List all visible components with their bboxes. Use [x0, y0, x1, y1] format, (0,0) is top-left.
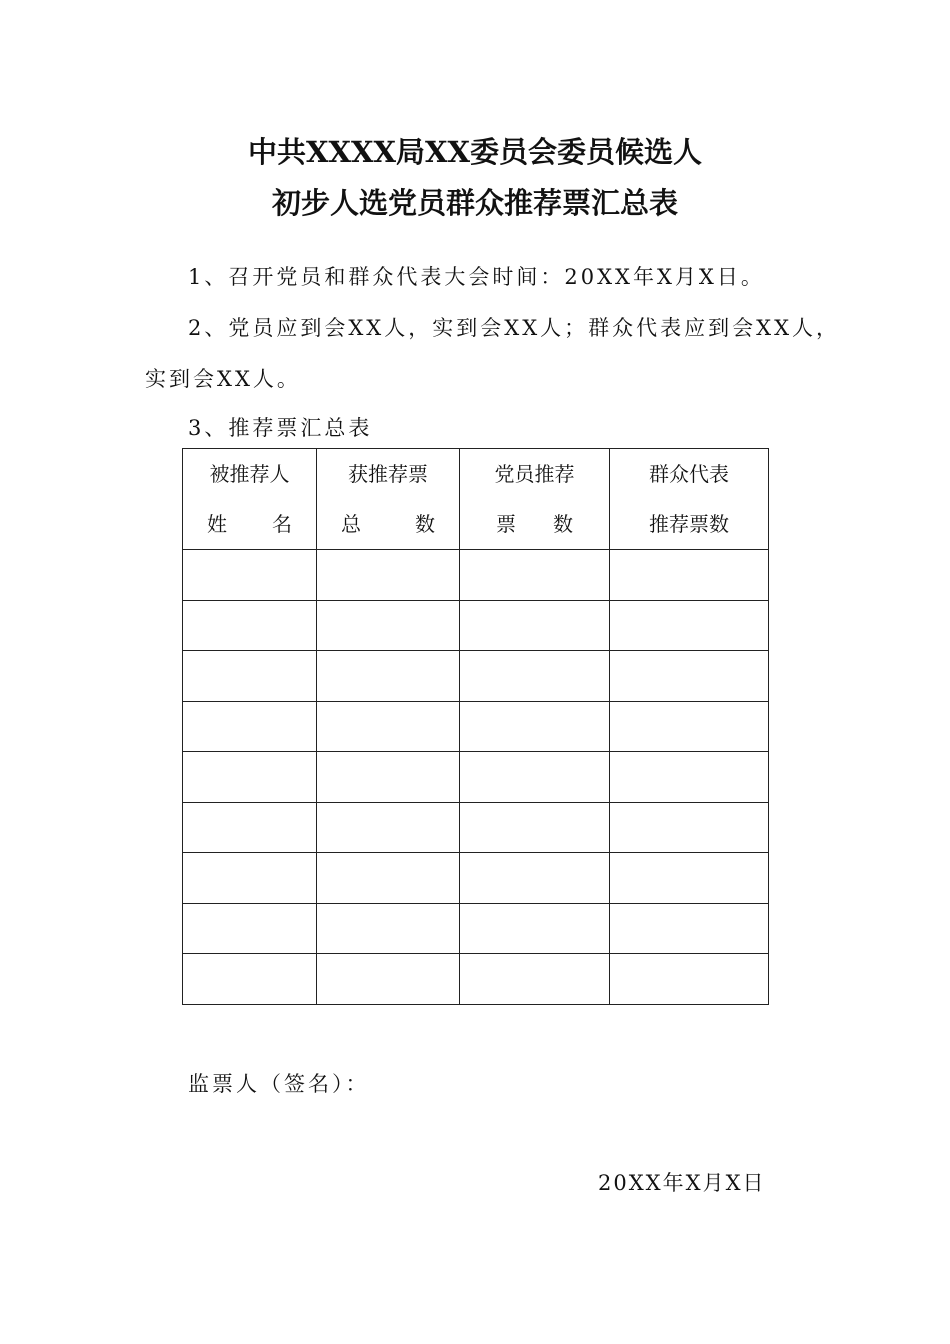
- table-cell[interactable]: [610, 550, 769, 601]
- table-cell[interactable]: [460, 802, 610, 853]
- table-row: [183, 752, 769, 803]
- table-cell[interactable]: [317, 802, 460, 853]
- table-cell[interactable]: [460, 651, 610, 702]
- table-cell[interactable]: [183, 802, 317, 853]
- table-row: [183, 550, 769, 601]
- header-text: 数: [415, 512, 435, 536]
- header-cell-total-votes: [317, 449, 460, 550]
- header-text: 推荐票数: [649, 512, 729, 536]
- table-row: [183, 903, 769, 954]
- table-cell[interactable]: [183, 600, 317, 651]
- document-title-line1: 中共XXXX局XX委员会委员候选人: [247, 135, 702, 169]
- recommendation-summary-table: [182, 448, 769, 1005]
- table-row: [183, 600, 769, 651]
- table-cell[interactable]: [460, 853, 610, 904]
- table-cell[interactable]: [610, 600, 769, 651]
- header-cell-party-member-votes: [460, 449, 610, 550]
- header-text: 票: [496, 512, 516, 536]
- table-cell[interactable]: [183, 651, 317, 702]
- table-cell[interactable]: [610, 752, 769, 803]
- header-text: 党员推荐: [494, 462, 575, 486]
- table-row: [183, 651, 769, 702]
- document-title-line2: 初步人选党员群众推荐票汇总表: [271, 186, 678, 220]
- item-meeting-time: 1、召开党员和群众代表大会时间：20XX年X月X日。: [188, 265, 765, 289]
- table-cell[interactable]: [317, 853, 460, 904]
- item-attendance-line1: 2、党员应到会XX人，实到会XX人；群众代表应到会XX人，: [188, 316, 841, 340]
- header-text: 姓: [207, 512, 227, 536]
- table-cell[interactable]: [460, 701, 610, 752]
- table-cell[interactable]: [183, 954, 317, 1005]
- table-cell[interactable]: [317, 550, 460, 601]
- table-cell[interactable]: [460, 954, 610, 1005]
- table-row: [183, 853, 769, 904]
- table-cell[interactable]: [610, 701, 769, 752]
- table-cell[interactable]: [610, 903, 769, 954]
- table-cell[interactable]: [460, 903, 610, 954]
- header-text: 获推荐票: [348, 462, 428, 486]
- header-text: 数: [553, 512, 573, 536]
- table-cell[interactable]: [183, 903, 317, 954]
- table-cell[interactable]: [460, 752, 610, 803]
- vote-monitor-signature-label: 监票人（签名）：: [188, 1072, 370, 1096]
- header-cell-nominee-name: [183, 449, 317, 550]
- table-row: [183, 802, 769, 853]
- table-row: [183, 701, 769, 752]
- table-cell[interactable]: [317, 651, 460, 702]
- table-cell[interactable]: [317, 600, 460, 651]
- table-cell[interactable]: [317, 954, 460, 1005]
- table-row: [183, 954, 769, 1005]
- table-cell[interactable]: [610, 651, 769, 702]
- header-text: 总: [341, 512, 361, 536]
- table-cell[interactable]: [460, 550, 610, 601]
- table-cell[interactable]: [183, 853, 317, 904]
- table-header-row: [183, 449, 769, 550]
- table-cell[interactable]: [183, 550, 317, 601]
- table-cell[interactable]: [610, 802, 769, 853]
- table-cell[interactable]: [317, 752, 460, 803]
- table-cell[interactable]: [460, 600, 610, 651]
- header-cell-public-rep-votes: [610, 449, 769, 550]
- item-attendance-line2: 实到会XX人。: [145, 367, 301, 391]
- table-cell[interactable]: [183, 752, 317, 803]
- document-date: 20XX年X月X日: [598, 1171, 766, 1195]
- table-cell[interactable]: [183, 701, 317, 752]
- item-summary-table-heading: 3、推荐票汇总表: [188, 416, 373, 440]
- header-text: 被推荐人: [209, 462, 290, 486]
- table-cell[interactable]: [317, 701, 460, 752]
- table-cell[interactable]: [610, 954, 769, 1005]
- table-cell[interactable]: [317, 903, 460, 954]
- header-text: 群众代表: [649, 462, 729, 486]
- table-cell[interactable]: [610, 853, 769, 904]
- header-text: 名: [272, 512, 292, 536]
